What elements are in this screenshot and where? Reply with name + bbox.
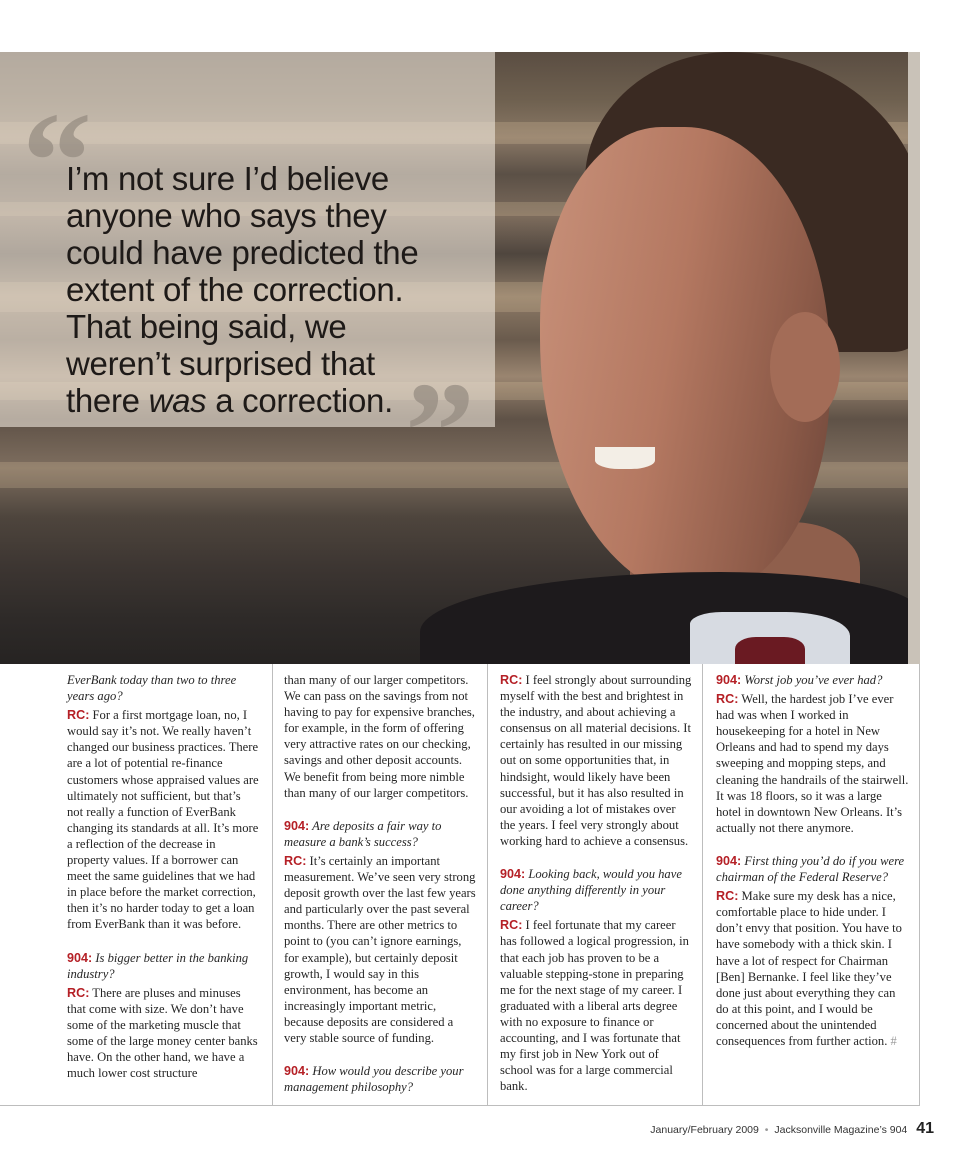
text-column-2: than many of our larger competitors. We can pass on the savings from not having to pay for expensive branches, for example, in the form of offering very attractive rates on our checking, savings and other deposit accounts. We benefit from being more nimble than many of our larger competitors. 904: Are deposits a fair way to measure a bank’s success? RC: It’s certainly an important measurement. We’ve seen very strong deposit growth over the last few years and particularly over the past several months. There are other metrics to point to (you can’t ignore earnings, for example), but certainly deposit growth, I would say in this environment, has become an increasingly important metric, because deposits are considered a very stable source of funding. 904: How would you describe your management philosophy? [284,673,476,1095]
open-quote-mark: “ [22,84,92,239]
end-mark: # [887,1033,897,1048]
pull-quote-box [0,52,495,509]
smile [595,447,655,469]
ear [770,312,840,422]
necktie [735,637,805,664]
issue-date: January/February 2009 [650,1124,759,1136]
footer-separator: • [764,1124,769,1136]
article-body [0,672,960,1104]
footer-rule [0,1105,920,1106]
page-footer [650,1120,934,1138]
pull-quote-text: I’m not sure I’d believe anyone who says they could have predicted the extent of the correction. That being said, we weren’t surprised that there was a correction. [66,160,419,419]
text-column-3: RC: I feel strongly about surrounding myself with the best and brightest in the industry, and about achieving a consensus on all material decisions. It certainly has resulted in our missing out on some opportunities that, in hindsight, would likely have been successful, but it has also resulted in our avoiding a lot of mistakes over the years. I feel very strongly about working hard to achieve a consensus. 904: Looking back, would you have done anything differently in your career? RC: I feel fortunate that my career has followed a logical progression, in that each job has proven to be a valuable stepping-stone in preparing me for the next stage of my career. I graduated with a liberal arts degree with no exposure to finance or accounting, and I was fortunate that my first job in New York out of school was for a large commercial bank. [500,673,692,1094]
text-column-4: 904: Worst job you’ve ever had? RC: Well, the hardest job I’ve ever had was when I worked in housekeeping for a hotel in New Orleans and had to spend my days sweeping and mopping steps, and cleaning the handrails of the stairwell. It was 18 floors, so it was a large hotel in downtown New Orleans. It’s actually not there anymore. 904: First thing you’d do if you were chairman of the Federal Reserve? RC: Make sure my desk has a nice, comfortable place to hide under. I don’t envy that position. You have to have somebody with a thick skin. I have a lot of respect for Chairman [Ben] Bernanke. I feel like they’ve done just about everything they can do at this point, and I would be concerned about the unintended consequences from further action. # [716,673,909,1048]
page-number: 41 [916,1120,934,1137]
text-column-1: EverBank today than two to three years ago? RC: For a first mortgage loan, no, I would say it’s not. We really haven’t changed our business practices. There are a lot of potential re-finance customers whose appraised values are ultimately not sufficient, but that’s not really a function of EverBank changing its standards at all. It’s more a reflection of the decrease in property values. If a borrower can meet the same guidelines that we had in place before the market correction, then it’s no harder today to get a loan from EverBank than it was before. 904: Is bigger better in the banking industry? RC: There are pluses and minuses that come with size. We don’t have some of the marketing muscle that some of the large money center banks have. On the other hand, we have a much lower cost structure [67,673,259,1081]
close-quote-mark: ” [405,354,475,509]
publication-name: Jacksonville Magazine’s 904 [774,1124,908,1136]
